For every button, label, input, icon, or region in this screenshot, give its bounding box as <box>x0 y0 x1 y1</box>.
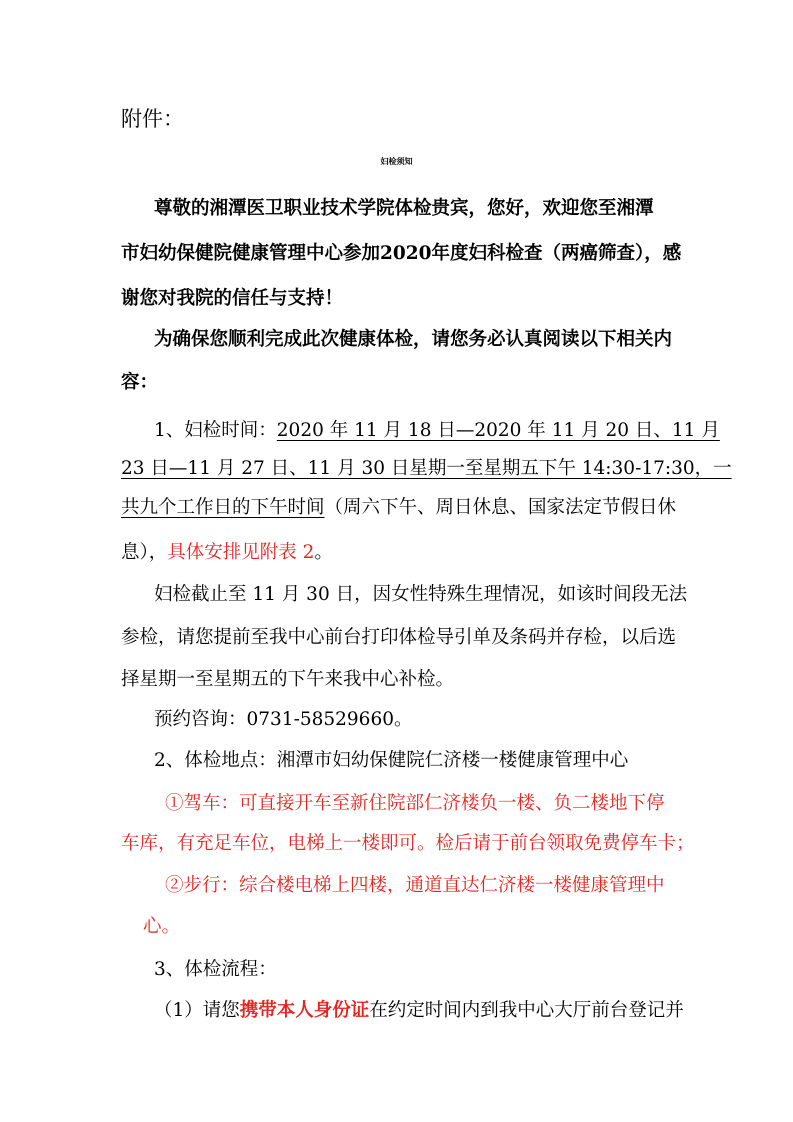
walk-line-2: 心。 <box>143 916 181 937</box>
notice-line-1: 为确保您顺利完成此次健康体检，请您务必认真阅读以下相关内 <box>154 329 673 350</box>
section1-line4-start: 息）， <box>121 542 168 563</box>
greeting-line-2: 市妇幼保健院健康管理中心参加2020年度妇科检查（两癌筛查），感 <box>121 243 682 264</box>
schedule-note: 具体安排见附表 2 <box>167 542 315 563</box>
section1-time-underlined-1: 2020 年 11 月 18 日—2020 年 11 月 20 日、11 月 <box>276 420 720 441</box>
section1-line4-end: 。 <box>314 542 333 563</box>
section1-line-1 <box>154 418 720 444</box>
section3-step1-line <box>154 998 684 1024</box>
page-title: 妇检须知 <box>380 157 413 166</box>
deadline-line-2: 参检，请您提前至我中心前台打印体检导引单及条码并存检，以后选 <box>121 627 677 648</box>
drive-line-1: ①驾车：可直接开车至新住院部仁济楼负一楼、负二楼地下停 <box>165 793 665 814</box>
bring-id-card-note: 携带本人身份证 <box>239 1000 370 1021</box>
greeting-line-1: 尊敬的湘潭医卫职业技术学院体检贵宾，您好，欢迎您至湘潭 <box>154 198 654 219</box>
section2-line-1: 2、体检地点：湘潭市妇幼保健院仁济楼一楼健康管理中心 <box>154 750 629 771</box>
section1-rest-note: （周六下午、周日休息、国家法定节假日休 <box>324 497 677 518</box>
section1-time-underlined-3: 共九个工作日的下午时间 <box>121 497 325 518</box>
section1-line-4 <box>121 540 333 566</box>
greeting-line-3: 谢您对我院的信任与支持！ <box>121 288 344 309</box>
section1-time-underlined-2: 23 日—11 月 27 日、11 月 30 日星期一至星期五下午 14:30-17:30，一 <box>121 458 732 479</box>
appointment-line: 预约咨询：0731-58529660。 <box>154 709 413 730</box>
deadline-line-3: 择星期一至星期五的下午来我中心补检。 <box>121 669 455 690</box>
step1-rest: 在约定时间内到我中心大厅前台登记并 <box>369 1000 684 1021</box>
notice-line-2: 容： <box>121 372 159 393</box>
deadline-line-1: 妇检截止至 11 月 30 日，因女性特殊生理情况，如该时间段无法 <box>154 584 688 605</box>
attachment-label: 附件： <box>121 107 184 131</box>
drive-line-2: 车库，有充足车位，电梯上一楼即可。检后请于前台领取免费停车卡； <box>121 833 695 854</box>
section3-line-1: 3、体检流程： <box>154 959 277 980</box>
walk-line-1: ②步行：综合楼电梯上四楼，通道直达仁济楼一楼健康管理中 <box>165 875 665 896</box>
section1-line-3 <box>121 495 676 521</box>
step1-prefix: （1）请您 <box>154 1000 240 1021</box>
section1-prefix: 1、妇检时间： <box>154 420 277 441</box>
